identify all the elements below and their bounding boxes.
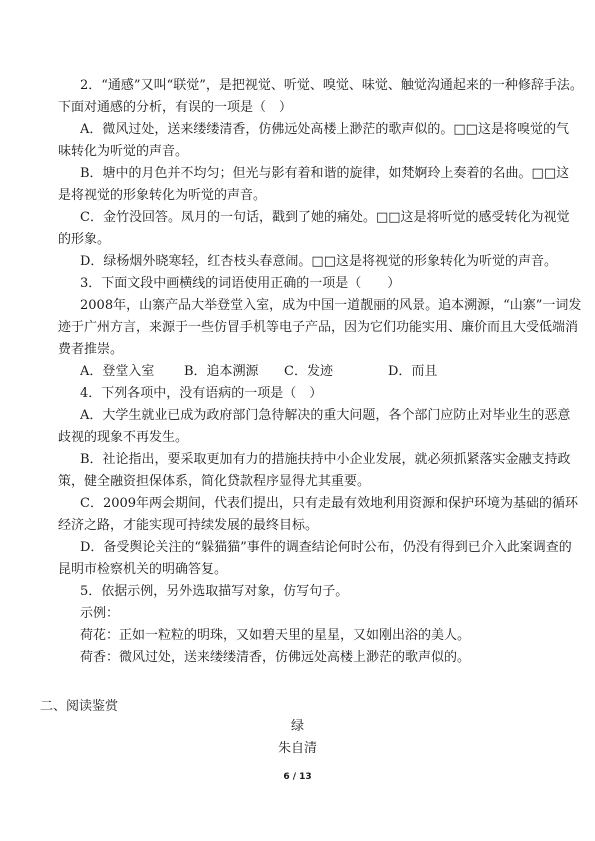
q3-passage-line-3: 费者推崇。 bbox=[58, 342, 124, 357]
q4-option-c-line-1: C．2009年两会期间，代表们提出，只有走最有效地利用资源和保护环境为基础的循环 bbox=[80, 496, 579, 511]
q4-option-d-line-1: D．备受舆论关注的“躲猫猫”事件的调查结论何时公布，仍没有得到已介入此案调查的 bbox=[80, 540, 572, 555]
q4-option-d-line-2: 昆明市检察机关的明确答复。 bbox=[58, 562, 228, 577]
q2-option-c-line-2: 的形象。 bbox=[58, 232, 111, 247]
q5-example-lotus-flower: 荷花：正如一粒粒的明珠，又如碧天里的星星，又如刚出浴的美人。 bbox=[80, 628, 471, 643]
q5-stem: 5．依据示例，另外选取描写对象，仿写句子。 bbox=[80, 584, 349, 599]
page-number: 6 / 13 bbox=[283, 772, 312, 782]
q3-option-b: B．追本溯源 bbox=[184, 364, 259, 379]
q3-option-a: A．登堂入室 bbox=[80, 364, 155, 379]
q5-example-lotus-fragrance: 荷香：微风过处，送来缕缕清香，仿佛远处高楼上渺茫的歌声似的。 bbox=[80, 650, 471, 665]
q2-option-c-line-1: C．金竹没回答。凤月的一句话，戳到了她的痛处。□□这是将听觉的感受转化为视觉 bbox=[80, 210, 570, 225]
q4-option-a-line-2: 歧视的现象不再发生。 bbox=[58, 430, 189, 445]
q3-stem: 3．下面文段中画横线的词语使用正确的一项是（ ） bbox=[80, 276, 401, 291]
q2-option-a-line-1: A．微风过处，送来缕缕清香，仿佛远处高楼上渺茫的歌声似的。□□这是将嗅觉的气 bbox=[80, 122, 569, 137]
q3-passage-line-2: 迹于广州方言，来源于一些仿冒手机等电子产品，因为它们功能实用、廉价而且大受低端消 bbox=[58, 320, 579, 335]
q4-option-c-line-2: 经济之路，才能实现可持续发展的最终目标。 bbox=[58, 518, 319, 533]
q3-options bbox=[58, 361, 538, 383]
q2-option-d-line: D．绿杨烟外晓寒轻，红杏枝头春意闹。□□这是将视觉的形象转化为听觉的声音。 bbox=[80, 254, 557, 269]
q4-option-b-line-1: B．社论指出，要采取更加有力的措施扶持中小企业发展，就必须抓紧落实金融支持政 bbox=[80, 452, 571, 467]
section-title: 二、阅读鉴赏 bbox=[40, 699, 119, 714]
q4-option-a-line-1: A．大学生就业已成为政府部门急待解决的重大问题，各个部门应防止对毕业生的恶意 bbox=[80, 408, 571, 423]
q2-option-a-line-2: 味转化为听觉的声音。 bbox=[58, 144, 189, 159]
q2-stem-line-2: 下面对通感的分析，有误的一项是（ ） bbox=[58, 100, 293, 115]
q5-example-label: 示例： bbox=[80, 606, 120, 621]
q3-option-d: D．而且 bbox=[388, 364, 438, 379]
q4-option-b-line-2: 策，健全融资担保体系，简化贷款程序显得尤其重要。 bbox=[58, 474, 371, 489]
q2-option-b-line-2: 是将视觉的形象转化为听觉的声音。 bbox=[58, 188, 267, 203]
q3-option-c: C．发迹 bbox=[284, 364, 333, 379]
article-author: 朱自清 bbox=[277, 741, 317, 756]
article-title: 绿 bbox=[290, 719, 304, 734]
q2-stem-line-1: 2．“通感”又叫“联觉”，是把视觉、听觉、嗅觉、味觉、触觉沟通起来的一种修辞手法。 bbox=[80, 78, 583, 93]
q2-option-b-line-1: B．塘中的月色并不均匀；但光与影有着和谐的旋律，如梵婀玲上奏着的名曲。□□这 bbox=[80, 166, 570, 181]
q3-passage-line-1: 2008年，山寨产品大举登堂入室，成为中国一道靓丽的风景。追本溯源，“山寨”一词发 bbox=[80, 298, 582, 313]
q4-stem: 4．下列各项中，没有语病的一项是（ ） bbox=[80, 386, 323, 401]
question-2-block bbox=[58, 75, 583, 669]
